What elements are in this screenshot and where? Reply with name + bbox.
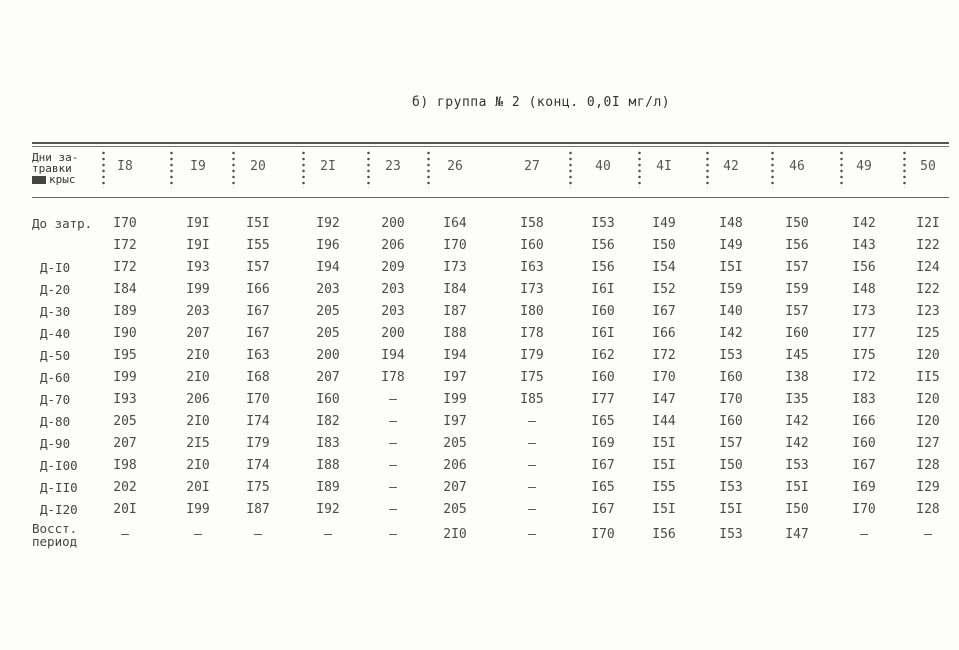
table-cell: I40 bbox=[719, 304, 743, 319]
table-cell: I99 bbox=[113, 370, 137, 385]
table-cell: I60 bbox=[591, 370, 615, 385]
table-cell: I65 bbox=[591, 414, 615, 429]
table-cell: I75 bbox=[520, 370, 544, 385]
column-separator bbox=[170, 150, 173, 188]
table-cell: I57 bbox=[785, 304, 809, 319]
table-cell: 205 bbox=[443, 436, 467, 451]
table-cell: I90 bbox=[113, 326, 137, 341]
table-cell: I66 bbox=[652, 326, 676, 341]
table-cell: I92 bbox=[316, 216, 340, 231]
table-cell: I20 bbox=[916, 392, 940, 407]
table-cell: I79 bbox=[520, 348, 544, 363]
table-cell: – bbox=[924, 527, 932, 542]
table-cell: I58 bbox=[520, 216, 544, 231]
column-separator bbox=[706, 150, 709, 188]
column-header: 2I bbox=[320, 159, 336, 174]
table-cell: I66 bbox=[852, 414, 876, 429]
table-cell: I99 bbox=[186, 282, 210, 297]
row-label: Д-40 bbox=[40, 326, 71, 341]
table-cell: I67 bbox=[591, 458, 615, 473]
row-label: До затр. bbox=[32, 216, 93, 231]
table-cell: I73 bbox=[852, 304, 876, 319]
table-cell: 2I0 bbox=[186, 414, 210, 429]
table-top-rule bbox=[32, 142, 949, 144]
table-cell: I28 bbox=[916, 502, 940, 517]
row-label: Д-I20 bbox=[40, 502, 78, 517]
column-header: 40 bbox=[595, 159, 611, 174]
table-cell: I78 bbox=[520, 326, 544, 341]
table-cell: 205 bbox=[316, 326, 340, 341]
table-cell: I48 bbox=[719, 216, 743, 231]
table-cell: I60 bbox=[520, 238, 544, 253]
table-cell: I94 bbox=[316, 260, 340, 275]
table-cell: I29 bbox=[916, 480, 940, 495]
column-header: 42 bbox=[723, 159, 739, 174]
table-cell: I60 bbox=[719, 370, 743, 385]
table-cell: 206 bbox=[186, 392, 210, 407]
table-cell: I72 bbox=[113, 238, 137, 253]
column-separator bbox=[569, 150, 572, 188]
table-cell: I55 bbox=[246, 238, 270, 253]
table-cell: I70 bbox=[591, 527, 615, 542]
table-cell: – bbox=[389, 502, 397, 517]
table-cell: I6I bbox=[591, 326, 615, 341]
table-cell: I65 bbox=[591, 480, 615, 495]
table-cell: I95 bbox=[113, 348, 137, 363]
table-cell: 205 bbox=[113, 414, 137, 429]
table-cell: I99 bbox=[186, 502, 210, 517]
table-cell: 203 bbox=[316, 282, 340, 297]
table-cell: I97 bbox=[443, 414, 467, 429]
table-cell: – bbox=[389, 480, 397, 495]
table-cell: I72 bbox=[113, 260, 137, 275]
table-cell: I60 bbox=[852, 436, 876, 451]
table-cell: 207 bbox=[186, 326, 210, 341]
table-cell: I62 bbox=[591, 348, 615, 363]
table-cell: I35 bbox=[785, 392, 809, 407]
table-cell: I25 bbox=[916, 326, 940, 341]
table-cell: – bbox=[528, 458, 536, 473]
column-header: 26 bbox=[447, 159, 463, 174]
column-header: 23 bbox=[385, 159, 401, 174]
table-cell: 200 bbox=[381, 216, 405, 231]
header-label-line: Дни за- bbox=[32, 151, 79, 164]
column-header: 49 bbox=[856, 159, 872, 174]
table-cell: – bbox=[254, 527, 262, 542]
table-cell: I47 bbox=[652, 392, 676, 407]
table-cell: – bbox=[389, 392, 397, 407]
table-cell: – bbox=[528, 414, 536, 429]
table-cell: I83 bbox=[852, 392, 876, 407]
table-cell: I70 bbox=[652, 370, 676, 385]
row-label: Д-70 bbox=[40, 392, 71, 407]
table-cell: I93 bbox=[186, 260, 210, 275]
table-cell: I42 bbox=[785, 414, 809, 429]
table-cell: – bbox=[389, 414, 397, 429]
table-cell: I5I bbox=[652, 436, 676, 451]
table-cell: I72 bbox=[652, 348, 676, 363]
table-top-rule-2 bbox=[32, 146, 949, 147]
column-separator bbox=[840, 150, 843, 188]
table-cell: I84 bbox=[443, 282, 467, 297]
row-label: Д-I00 bbox=[40, 458, 78, 473]
column-separator bbox=[903, 150, 906, 188]
table-header-rule bbox=[32, 197, 949, 198]
table-cell: I67 bbox=[591, 502, 615, 517]
table-cell: 200 bbox=[381, 326, 405, 341]
row-label: Восст. период bbox=[32, 521, 78, 549]
table-cell: I84 bbox=[113, 282, 137, 297]
table-cell: I22 bbox=[916, 282, 940, 297]
table-cell: I73 bbox=[520, 282, 544, 297]
table-cell: I78 bbox=[381, 370, 405, 385]
table-cell: I75 bbox=[852, 348, 876, 363]
redaction-block bbox=[32, 176, 46, 184]
table-cell: I6I bbox=[591, 282, 615, 297]
table-cell: I69 bbox=[852, 480, 876, 495]
table-cell: I94 bbox=[381, 348, 405, 363]
column-separator bbox=[427, 150, 430, 188]
table-cell: I93 bbox=[113, 392, 137, 407]
table-cell: I72 bbox=[852, 370, 876, 385]
table-cell: 207 bbox=[316, 370, 340, 385]
table-cell: 203 bbox=[381, 282, 405, 297]
table-cell: I23 bbox=[916, 304, 940, 319]
table-cell: I38 bbox=[785, 370, 809, 385]
table-cell: I70 bbox=[113, 216, 137, 231]
table-cell: I60 bbox=[719, 414, 743, 429]
table-cell: I89 bbox=[316, 480, 340, 495]
table-cell: I56 bbox=[852, 260, 876, 275]
table-cell: I47 bbox=[785, 527, 809, 542]
column-separator bbox=[367, 150, 370, 188]
table-cell: I96 bbox=[316, 238, 340, 253]
column-header: 50 bbox=[920, 159, 936, 174]
column-header: 20 bbox=[250, 159, 266, 174]
table-cell: I5I bbox=[719, 260, 743, 275]
table-title: б) группа № 2 (конц. 0,0I мг/л) bbox=[412, 95, 671, 110]
table-cell: 20I bbox=[186, 480, 210, 495]
table-cell: I74 bbox=[246, 414, 270, 429]
table-cell: I48 bbox=[852, 282, 876, 297]
row-label: Д-60 bbox=[40, 370, 71, 385]
table-cell: I59 bbox=[719, 282, 743, 297]
table-cell: 207 bbox=[113, 436, 137, 451]
table-cell: 209 bbox=[381, 260, 405, 275]
table-cell: – bbox=[528, 502, 536, 517]
table-cell: I89 bbox=[113, 304, 137, 319]
column-separator bbox=[232, 150, 235, 188]
header-label-line: травки bbox=[32, 162, 72, 175]
column-header: 27 bbox=[524, 159, 540, 174]
table-cell: – bbox=[324, 527, 332, 542]
table-cell: I27 bbox=[916, 436, 940, 451]
row-label: Д-80 bbox=[40, 414, 71, 429]
column-separator bbox=[302, 150, 305, 188]
table-cell: I68 bbox=[246, 370, 270, 385]
table-cell: I73 bbox=[443, 260, 467, 275]
table-cell: I67 bbox=[852, 458, 876, 473]
table-cell: – bbox=[860, 527, 868, 542]
table-cell: I60 bbox=[316, 392, 340, 407]
table-cell: II5 bbox=[916, 370, 940, 385]
table-cell: I50 bbox=[719, 458, 743, 473]
table-cell: I54 bbox=[652, 260, 676, 275]
table-cell: I5I bbox=[246, 216, 270, 231]
table-cell: – bbox=[528, 527, 536, 542]
table-cell: I53 bbox=[719, 527, 743, 542]
table-cell: I60 bbox=[591, 304, 615, 319]
table-cell: I74 bbox=[246, 458, 270, 473]
table-cell: 2I0 bbox=[186, 458, 210, 473]
table-cell: I87 bbox=[246, 502, 270, 517]
table-cell: I42 bbox=[785, 436, 809, 451]
table-cell: I63 bbox=[520, 260, 544, 275]
table-cell: I69 bbox=[591, 436, 615, 451]
table-cell: 2I0 bbox=[443, 527, 467, 542]
table-cell: I49 bbox=[652, 216, 676, 231]
table-cell: – bbox=[389, 458, 397, 473]
row-label: Д-I0 bbox=[40, 260, 71, 275]
table-cell: I77 bbox=[591, 392, 615, 407]
table-cell: – bbox=[121, 527, 129, 542]
table-cell: 206 bbox=[443, 458, 467, 473]
table-cell: I50 bbox=[785, 502, 809, 517]
table-cell: I94 bbox=[443, 348, 467, 363]
table-cell: I28 bbox=[916, 458, 940, 473]
column-header: I9 bbox=[190, 159, 206, 174]
table-cell: 2I0 bbox=[186, 370, 210, 385]
table-cell: I49 bbox=[719, 238, 743, 253]
table-cell: 20I bbox=[113, 502, 137, 517]
table-cell: I42 bbox=[719, 326, 743, 341]
table-cell: I57 bbox=[719, 436, 743, 451]
table-cell: 207 bbox=[443, 480, 467, 495]
table-cell: 205 bbox=[316, 304, 340, 319]
table-cell: I56 bbox=[591, 238, 615, 253]
table-cell: I22 bbox=[916, 238, 940, 253]
table-cell: I88 bbox=[316, 458, 340, 473]
table-cell: I53 bbox=[591, 216, 615, 231]
table-cell: I57 bbox=[246, 260, 270, 275]
table-cell: I80 bbox=[520, 304, 544, 319]
table-cell: I9I bbox=[186, 216, 210, 231]
table-cell: I82 bbox=[316, 414, 340, 429]
table-cell: I77 bbox=[852, 326, 876, 341]
table-cell: I45 bbox=[785, 348, 809, 363]
table-cell: 2I0 bbox=[186, 348, 210, 363]
table-cell: I92 bbox=[316, 502, 340, 517]
table-cell: I87 bbox=[443, 304, 467, 319]
table-cell: I42 bbox=[852, 216, 876, 231]
table-cell: I5I bbox=[719, 502, 743, 517]
table-cell: I53 bbox=[785, 458, 809, 473]
table-cell: I20 bbox=[916, 414, 940, 429]
column-separator bbox=[771, 150, 774, 188]
table-cell: 203 bbox=[186, 304, 210, 319]
table-cell: I53 bbox=[719, 480, 743, 495]
table-cell: I5I bbox=[785, 480, 809, 495]
table-cell: I88 bbox=[443, 326, 467, 341]
table-cell: 202 bbox=[113, 480, 137, 495]
table-cell: I85 bbox=[520, 392, 544, 407]
table-cell: I2I bbox=[916, 216, 940, 231]
table-cell: 206 bbox=[381, 238, 405, 253]
table-cell: I56 bbox=[591, 260, 615, 275]
row-label: Д-50 bbox=[40, 348, 71, 363]
column-separator bbox=[638, 150, 641, 188]
table-cell: I50 bbox=[652, 238, 676, 253]
table-cell: I63 bbox=[246, 348, 270, 363]
table-cell: I75 bbox=[246, 480, 270, 495]
table-cell: I97 bbox=[443, 370, 467, 385]
table-cell: – bbox=[389, 436, 397, 451]
table-cell: – bbox=[528, 436, 536, 451]
table-cell: I64 bbox=[443, 216, 467, 231]
column-header: 4I bbox=[656, 159, 672, 174]
table-cell: I70 bbox=[443, 238, 467, 253]
header-label-line: крыс bbox=[49, 173, 76, 186]
table-cell: I67 bbox=[246, 304, 270, 319]
table-cell: I59 bbox=[785, 282, 809, 297]
column-header: 46 bbox=[789, 159, 805, 174]
table-cell: I24 bbox=[916, 260, 940, 275]
row-label: Д-20 bbox=[40, 282, 71, 297]
table-cell: – bbox=[528, 480, 536, 495]
table-cell: – bbox=[194, 527, 202, 542]
table-cell: I79 bbox=[246, 436, 270, 451]
table-cell: I50 bbox=[785, 216, 809, 231]
table-cell: I5I bbox=[652, 502, 676, 517]
table-cell: I70 bbox=[852, 502, 876, 517]
row-label: Д-II0 bbox=[40, 480, 78, 495]
table-cell: 205 bbox=[443, 502, 467, 517]
column-separator bbox=[102, 150, 105, 188]
table-cell: I60 bbox=[785, 326, 809, 341]
table-cell: I9I bbox=[186, 238, 210, 253]
row-label: Д-30 bbox=[40, 304, 71, 319]
table-cell: I56 bbox=[785, 238, 809, 253]
table-cell: I99 bbox=[443, 392, 467, 407]
table-cell: I53 bbox=[719, 348, 743, 363]
table-cell: I56 bbox=[652, 527, 676, 542]
table-cell: I44 bbox=[652, 414, 676, 429]
table-cell: I67 bbox=[652, 304, 676, 319]
table-cell: I83 bbox=[316, 436, 340, 451]
table-cell: I52 bbox=[652, 282, 676, 297]
table-cell: I70 bbox=[719, 392, 743, 407]
table-cell: I57 bbox=[785, 260, 809, 275]
table-cell: I67 bbox=[246, 326, 270, 341]
table-cell: I20 bbox=[916, 348, 940, 363]
table-cell: I43 bbox=[852, 238, 876, 253]
table-cell: – bbox=[389, 527, 397, 542]
header-row-label bbox=[32, 152, 102, 185]
column-header: I8 bbox=[117, 159, 133, 174]
table-cell: I66 bbox=[246, 282, 270, 297]
table-cell: 200 bbox=[316, 348, 340, 363]
table-cell: 2I5 bbox=[186, 436, 210, 451]
table-cell: 203 bbox=[381, 304, 405, 319]
table-cell: I55 bbox=[652, 480, 676, 495]
row-label: Д-90 bbox=[40, 436, 71, 451]
table-cell: I70 bbox=[246, 392, 270, 407]
table-cell: I5I bbox=[652, 458, 676, 473]
table-cell: I98 bbox=[113, 458, 137, 473]
